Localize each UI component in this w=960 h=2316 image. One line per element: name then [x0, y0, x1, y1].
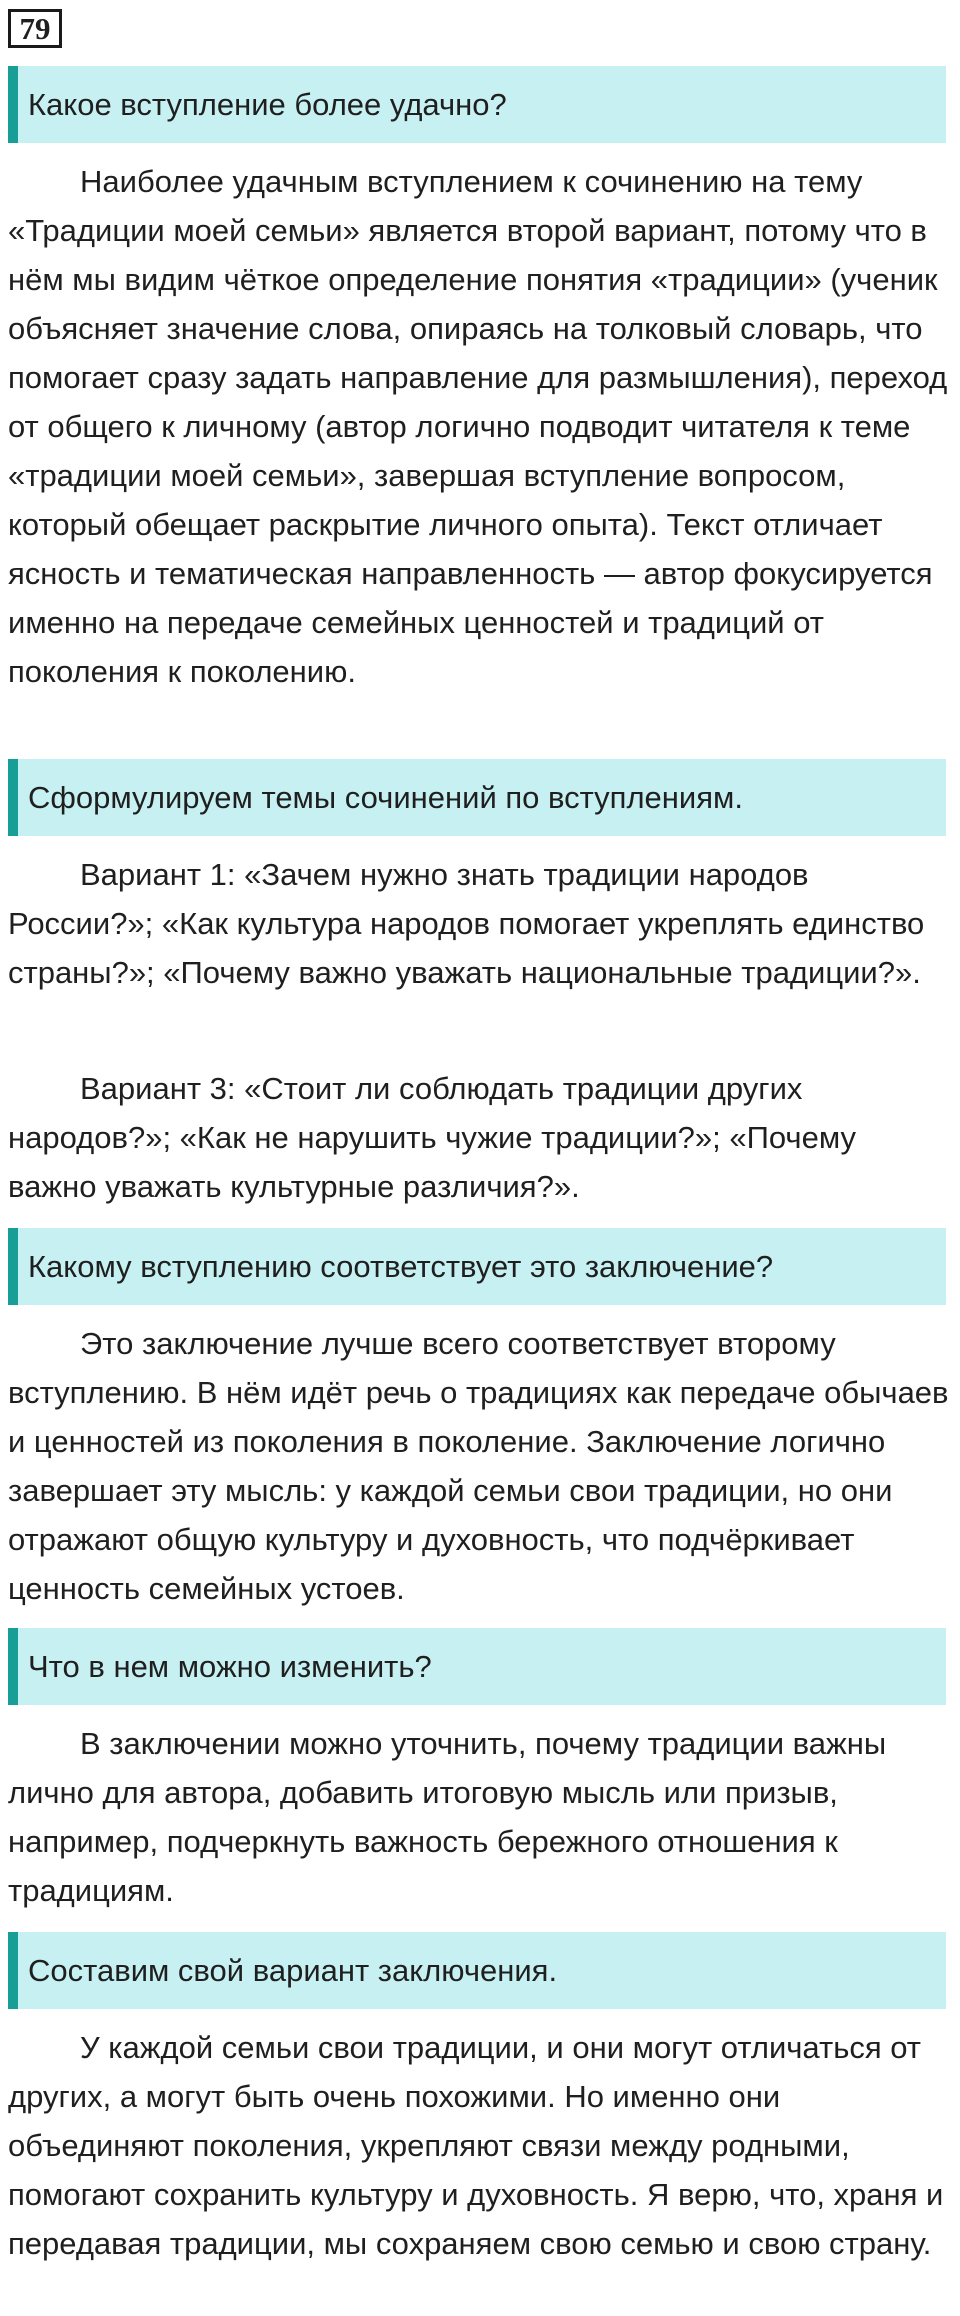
question-heading: Какому вступлению соответствует это заключение?: [8, 1228, 946, 1305]
answer-paragraph: Это заключение лучше всего соответствует второму вступлению. В нём идёт речь о традициях как передаче обычаев и ценностей из поколения в поколение. Заключение логично завершает эту мысль: у каждой семьи свои традиции, но они отражают общую культуру и духовность, что подчёркивает ценность семейных устоев.: [8, 1326, 949, 1606]
question-heading: Какое вступление более удачно?: [8, 66, 946, 143]
answer-paragraph: Наиболее удачным вступлением к сочинению на тему «Традиции моей семьи» является второй вариант, потому что в нём мы видим чёткое определение понятия «традиции» (ученик объясняет значение слова, опираясь на толковый словарь, что помогает сразу задать направление для размышления), переход от общего к личному (автор логично подводит читателя к теме «традиции моей семьи», завершая вступление вопросом, который обещает раскрытие личного опыта). Текст отличает ясность и тематическая направленность — автор фокусируется именно на передаче семейных ценностей и традиций от поколения к поколению.: [8, 164, 948, 689]
question-heading: Что в нем можно изменить?: [8, 1628, 946, 1705]
question-heading: Составим свой вариант заключения.: [8, 1932, 946, 2009]
answer-paragraph: В заключении можно уточнить, почему традиции важны лично для автора, добавить итоговую мысль или призыв, например, подчеркнуть важность бережного отношения к традициям.: [8, 1726, 887, 1908]
task-number-badge: 79: [8, 9, 62, 48]
question-heading: Сформулируем темы сочинений по вступлениям.: [8, 759, 946, 836]
answer-paragraph: У каждой семьи свои традиции, и они могут отличаться от других, а могут быть очень похожими. Но именно они объединяют поколения, укрепляют связи между родными, помогают сохранить культуру и духовность. Я верю, что, храня и передавая традиции, мы сохраняем свою семью и свою страну.: [8, 2030, 944, 2261]
answer-paragraph: Вариант 1: «Зачем нужно знать традиции народов России?»; «Как культура народов помогает укреплять единство страны?»; «Почему важно уважать национальные традиции?».: [8, 857, 925, 990]
answer-paragraph: Вариант 3: «Стоит ли соблюдать традиции других народов?»; «Как не нарушить чужие традиции?»; «Почему важно уважать культурные различия?».: [8, 1071, 856, 1204]
